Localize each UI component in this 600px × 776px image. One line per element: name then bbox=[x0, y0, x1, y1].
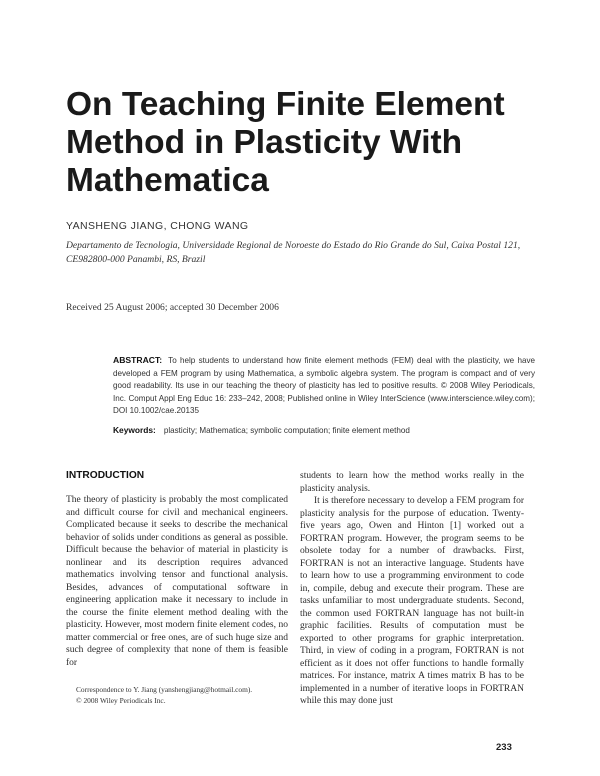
article-title: On Teaching Finite Element Method in Plasticity With Mathematica bbox=[66, 86, 505, 199]
keywords-label: Keywords: bbox=[113, 425, 156, 435]
keywords-block bbox=[113, 425, 535, 435]
copyright-note: © 2008 Wiley Periodicals Inc. bbox=[76, 696, 166, 705]
intro-paragraph-2: It is therefore necessary to develop a FEM program for plasticity analysis for the purpose of education. Twenty-five years ago, Owen and Hinton [1] worked out a FORTRAN program. However, the program seems to be obsolete today for a number of drawbacks. First, FORTRAN is not an interactive language. Students have to learn how to use a programming environment to code in, compile, debug and execute their program. These are tasks unfamiliar to most undergraduate students. Second, the common used FORTRAN language has not built-in graphic facilities. Results of computation must be exported to other programs for graphic interpretation. Third, in view of coding in a program, FORTRAN is not efficient as it does not offer functions to handle formally matrices. For instance, matrix A times matrix B has to be implemented in a number of iterative loops in FORTRAN while this may done just bbox=[300, 496, 524, 706]
keywords-text: plasticity; Mathematica; symbolic computation; finite element method bbox=[163, 426, 410, 435]
correspondence-note: Correspondence to Y. Jiang (yanshengjiang@hotmail.com). bbox=[76, 685, 253, 694]
received-dates: Received 25 August 2006; accepted 30 December 2006 bbox=[66, 302, 279, 313]
abstract-label: ABSTRACT: bbox=[113, 355, 163, 365]
left-column bbox=[66, 494, 288, 669]
right-column bbox=[300, 470, 524, 708]
page-number: 233 bbox=[496, 742, 512, 753]
author-affiliation: Departamento de Tecnologia, Universidade Regional de Noroeste do Estado do Rio Grande do Sul, Caixa Postal 121, CE982800-000 Panambi, RS, Brazil bbox=[66, 240, 521, 265]
intro-paragraph-1: The theory of plasticity is probably the most complicated and difficult course for civil and mechanical engineers. Complicated because it seeks to describe the mechanical behavior of solids under conditions as general as possible. Difficult because the behavior of material in plasticity is nonlinear and its description requires advanced mathematics involving tensor and functional analysis. Besides, advances of computational software in engineering application make it necessary to include in the course the finite element method dealing with the plasticity. However, most modern finite element codes, no matter commercial or free ones, are of such huge size and such degree of complexity that none of them is feasible for bbox=[66, 495, 288, 668]
abstract-text: To help students to understand how finite element methods (FEM) deal with the plasticity, we have developed a FEM program by using Mathematica, a symbolic algebra system. The program is compact and of very good readability. Its use in our teaching the theory of plasticity has led to positive results. © 2008 Wiley Periodicals, Inc. Comput Appl Eng Educ 16: 233–242, 2008; Published online in Wiley InterScience (www.interscience.wiley.com); DOI 10.1002/cae.20135 bbox=[113, 356, 535, 416]
abstract-block bbox=[113, 354, 535, 418]
section-heading-introduction: INTRODUCTION bbox=[66, 470, 145, 481]
intro-paragraph-continued: students to learn how the method works really in the plasticity analysis. bbox=[300, 471, 524, 494]
author-list: YANSHENG JIANG, CHONG WANG bbox=[66, 220, 249, 232]
footnote bbox=[66, 684, 296, 706]
